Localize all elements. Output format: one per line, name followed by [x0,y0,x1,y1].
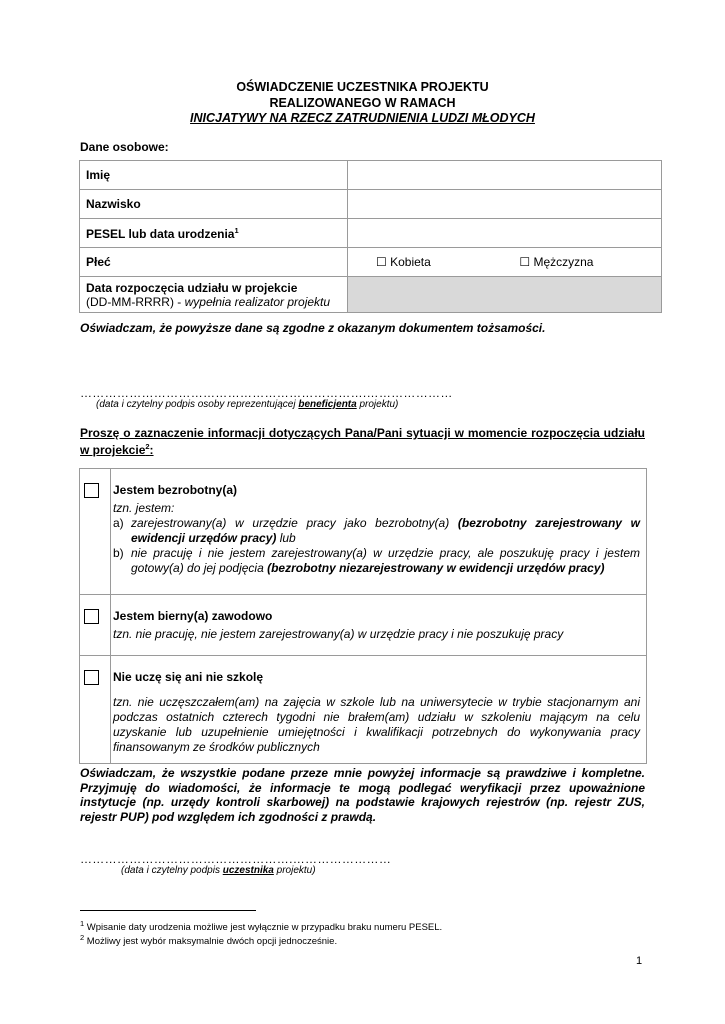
personal-data-heading: Dane osobowe: [80,140,169,154]
title-line-3: INICJATYWY NA RZECZ ZATRUDNIENIA LUDZI MŁODYCH [190,111,535,125]
status-options-table [79,468,647,764]
sex-female-option[interactable] [354,255,516,269]
first-name-field[interactable] [348,161,662,190]
document-title [0,80,725,127]
last-name-label: Nazwisko [80,190,348,219]
footnote-ref-1: 1 [234,225,239,235]
pesel-label [80,219,348,248]
unemployed-intro: tzn. jestem: [113,501,175,515]
footnote-1: $^1$ Wpisanie daty urodzenia możliwe jest wyłącznie w przypadku braku numeru PESEL. [80,919,443,934]
pesel-label-text: PESEL lub data urodzenia [86,226,235,241]
signature-caption-participant: (data i czytelny podpis uczestnika projektu) [121,865,316,876]
inactive-checkbox[interactable] [84,609,99,624]
last-name-field[interactable] [348,190,662,219]
sex-female-label: Kobieta [390,255,431,269]
sex-label: Płeć [80,248,348,277]
sex-male-label: Mężczyzna [533,255,594,269]
personal-data-table [79,160,662,313]
sex-male-option[interactable] [519,255,593,269]
not-studying-checkbox[interactable] [84,670,99,685]
start-date-note: wypełnia realizator projektu [184,294,331,309]
signature-line-beneficiary: …………………………………………………………….………………… [80,386,453,400]
signature-line-participant: …………………………………………….…………………… [80,852,392,866]
footnote-ref-2: 2 [145,442,150,451]
unemployed-title: Jestem bezrobotny(a) [113,483,238,497]
unemployed-checkbox[interactable] [84,483,99,498]
checkbox-icon: ☐ [376,255,387,269]
option-unemployed [111,469,647,595]
pesel-field[interactable] [348,219,662,248]
footnote-separator [80,910,256,911]
unemployed-option-a: a) zarejestrowany(a) w urzędzie pracy jako bezrobotny(a) (bezrobotny zarejestrowany w ewidencji urzędów pracy) lub [113,516,640,545]
start-date-field [348,277,662,313]
option-not-studying [111,656,647,764]
not-studying-title: Nie uczę się ani nie szkolę [113,670,264,684]
not-studying-desc: tzn. nie uczęszczałem(am) na zajęcia w szkole lub na uniwersytecie w trybie stacjonarnym ani podczas ostatnich czterech tygodni nie brałem(am) udziału w szkoleniu mającym na celu uzyskanie lub uzupełnienie umiejętności i kwalifikacji potrzebnych do wykonywania pracy finansowanym ze środków publicznych [113,695,640,754]
option-inactive [111,595,647,656]
title-line-1: OŚWIADCZENIE UCZESTNIKA PROJEKTU [236,80,489,94]
first-name-label: Imię [80,161,348,190]
start-date-label-text: Data rozpoczęcia udziału w projekcie [86,280,298,295]
unemployed-option-b: b) nie pracuję i nie jestem zarejestrowany(a) w urzędzie pracy, ale poszukuję pracy i jestem gotowy(a) do jej podjęcia (bezrobotny niezarejestrowany w ewidencji urzędów pracy) [113,546,640,575]
sex-field [348,248,662,277]
situation-request: Proszę o zaznaczenie informacji dotyczących Pana/Pani sytuacji w momencie rozpoczęcia udziału w projekcie$^2$: [80,426,645,457]
inactive-desc: tzn. nie pracuję, nie jestem zarejestrowany(a) w urzędzie pracy i nie poszukuję pracy [113,627,564,641]
page-number: 1 [636,955,643,967]
checkbox-icon: ☐ [519,255,531,269]
final-declaration: Oświadczam, że wszystkie podane przeze mnie powyżej informacje są prawdziwe i kompletne. Przyjmuję do wiadomości, że informacje te mogą podlegać weryfikacji przez upoważnione instytucje (np. urzędy kontroli skarbowej) na podstawie krajowych rejestrów (np. rejestr ZUS, rejestr PUP) pod względem ich zgodności z prawdą. [80,766,645,824]
signature-caption-beneficiary: (data i czytelny podpis osoby reprezentującej beneficjenta projektu) [96,399,399,410]
start-date-label [80,277,348,313]
inactive-title: Jestem bierny(a) zawodowo [113,609,273,623]
title-line-2: REALIZOWANEGO W RAMACH [269,95,456,110]
identity-declaration: Oświadczam, że powyższe dane są zgodne z okazanym dokumentem tożsamości. [80,321,546,335]
start-date-format: (DD-MM-RRRR) - [86,294,185,309]
footnote-2: $^2$ Możliwy jest wybór maksymalnie dwóch opcji jednocześnie. [80,933,338,948]
